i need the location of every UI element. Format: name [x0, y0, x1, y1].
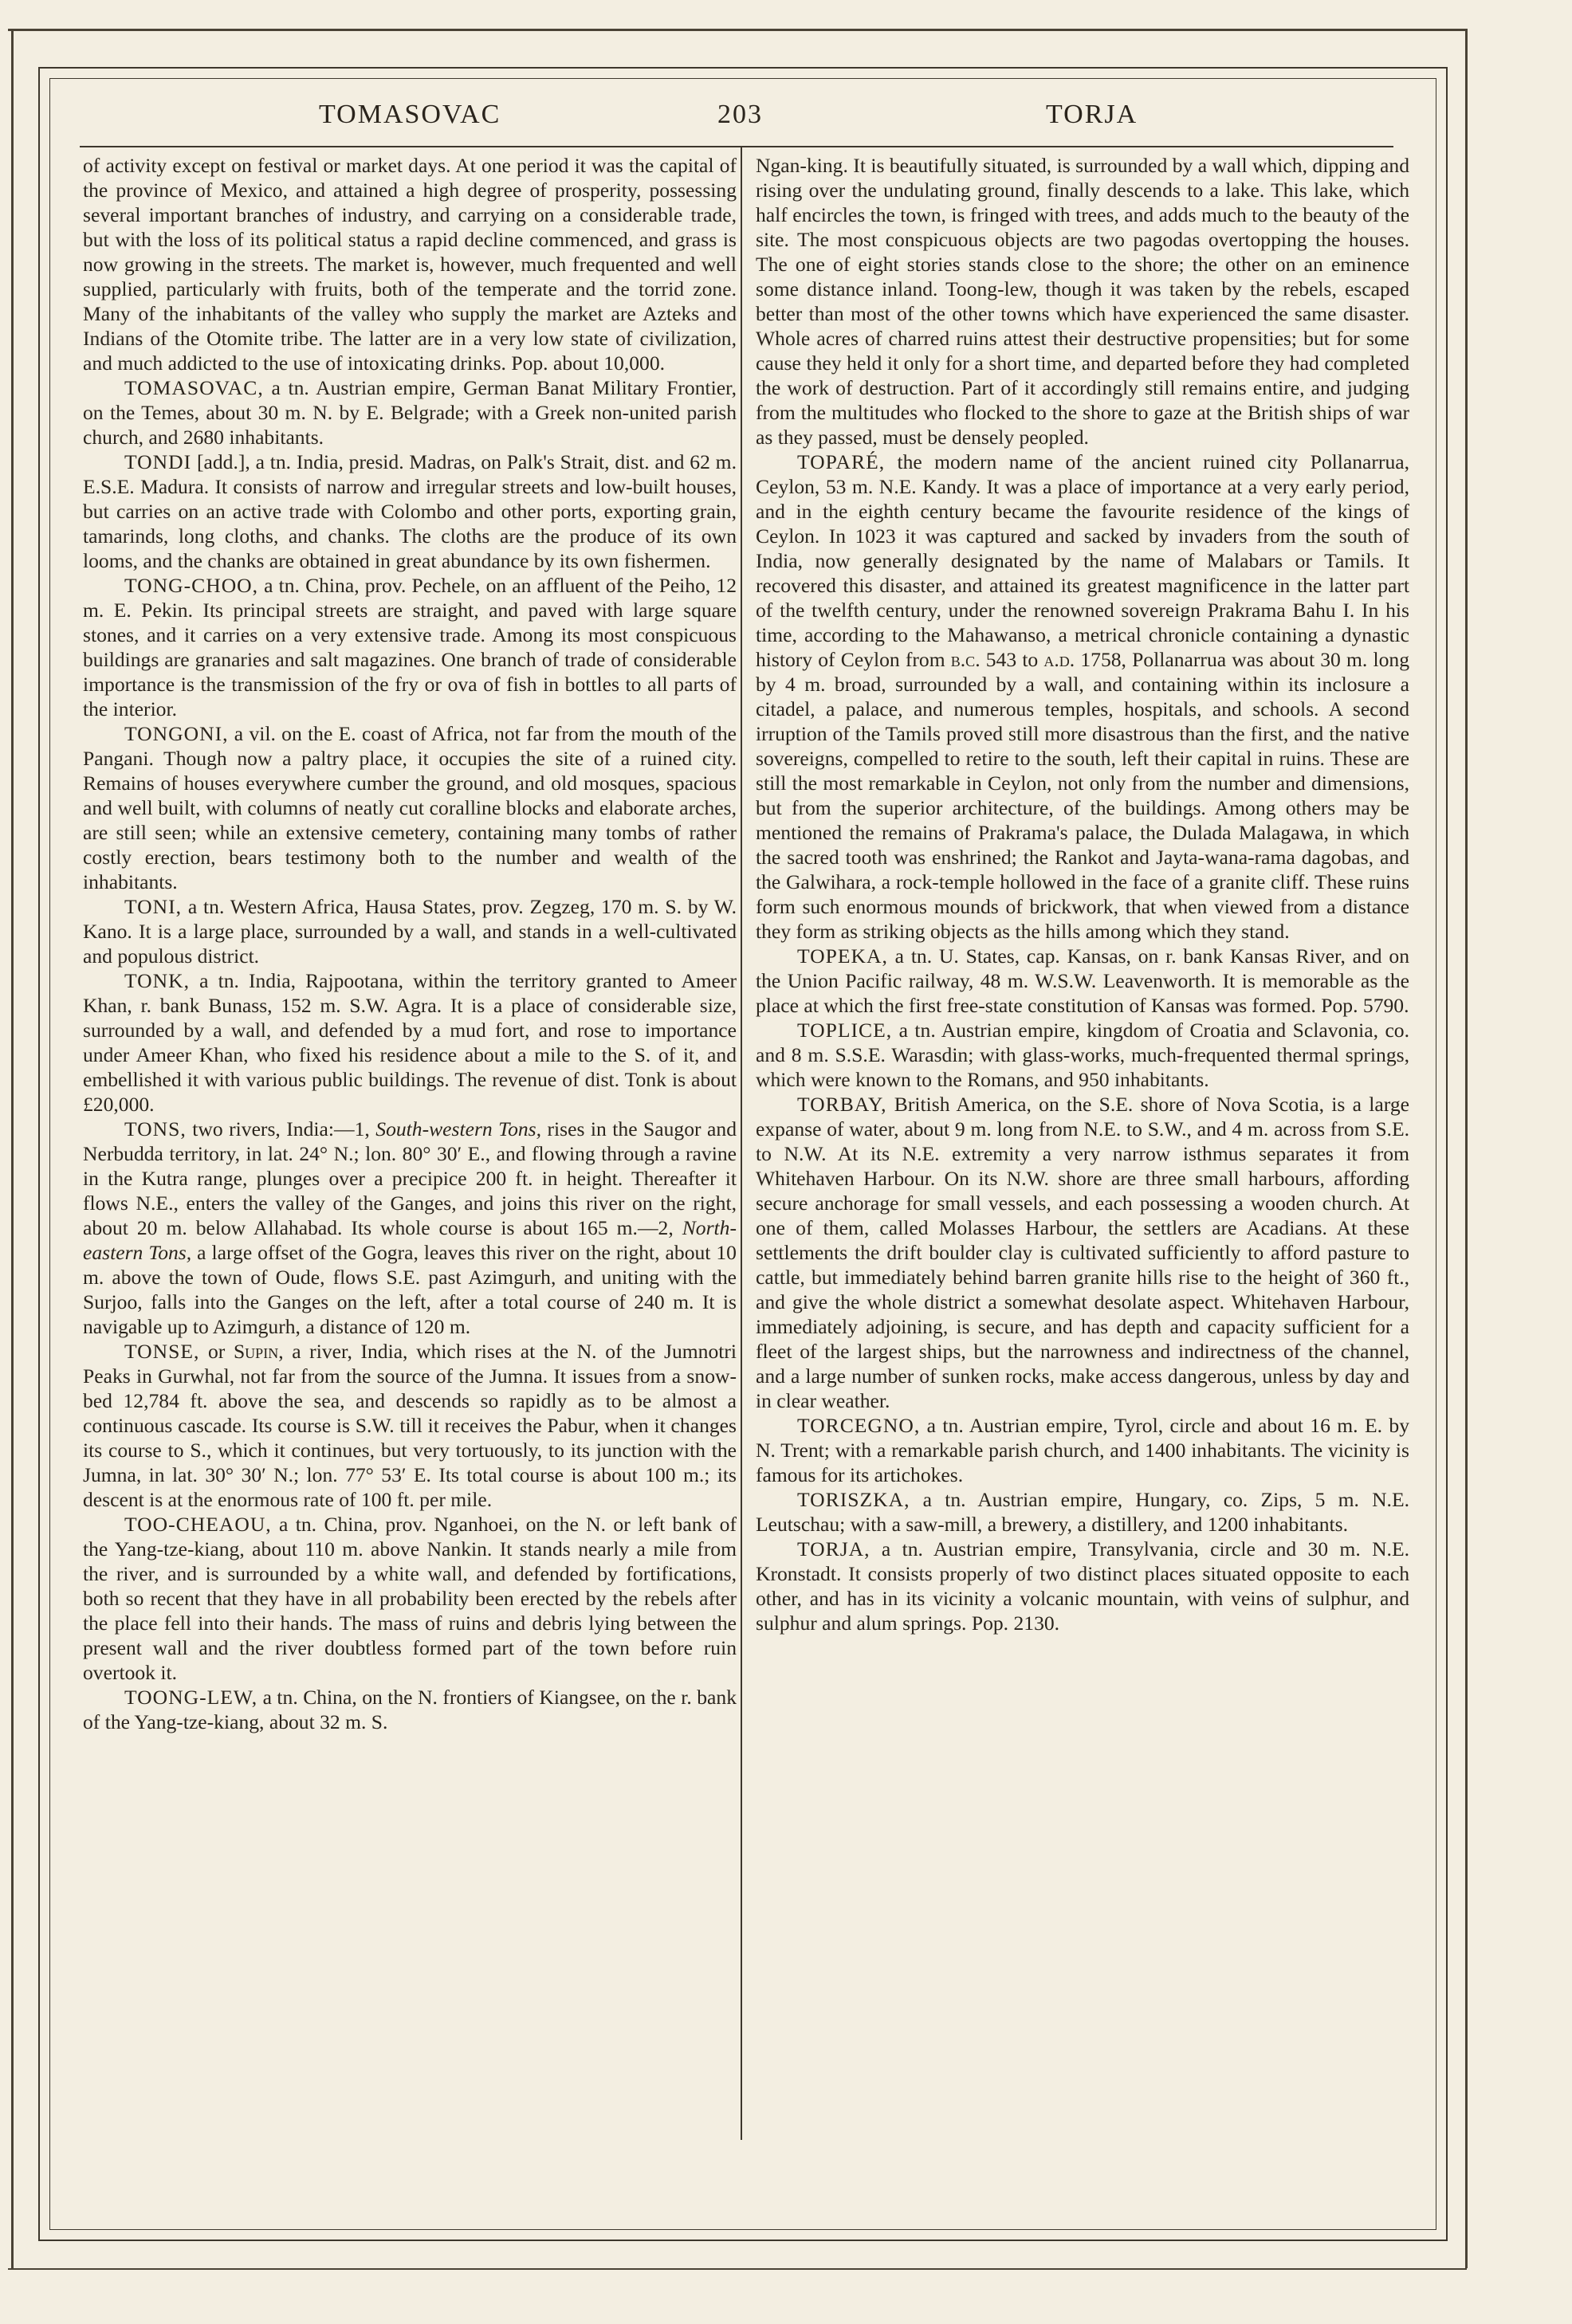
entry-tomasovac: TOMASOVAC, a tn. Austrian empire, German Banat Military Frontier, on the Temes, about 30 m. N. by E. Belgrade; with a Greek non-united parish church, and 2680 inhabitants.: [83, 376, 737, 449]
headword: TONDI: [124, 450, 192, 473]
headword: TOPEKA,: [797, 944, 888, 968]
headword: TONS,: [124, 1117, 187, 1140]
page-edge-right: [1465, 29, 1468, 2268]
entry-toriszka: TORISZKA, a tn. Austrian empire, Hungary, co. Zips, 5 m. N.E. Leutschau; with a saw-mill, a brewery, a distillery, and 1200 inhabitants.: [756, 1488, 1409, 1536]
headword: TORISZKA,: [797, 1488, 910, 1511]
entry-toong-lew: TOONG-LEW, a tn. China, on the N. frontiers of Kiangsee, on the r. bank of the Yang-tze-kiang, about 32 m. S.: [83, 1686, 737, 1733]
column-divider: [741, 147, 742, 2140]
entry-topare: TOPARÉ, the modern name of the ancient ruined city Pollanarrua, Ceylon, 53 m. N.E. Kandy. It was a place of importance at a very early period, and in the eighth century became the favourite residence of the kings of Ceylon. In 1023 it was captured and sacked by invaders from the south of India, now generally designated by the name of Malabars or Tamils. It recovered this disaster, and attained its greatest magnificence in the latter part of the twelfth century, under the renowned sovereign Prakrama Bahu I. In his time, according to the Mahawanso, a metrical chronicle containing a dynastic history of Ceylon from b.c. 543 to a.d. 1758, Pollanarrua was about 30 m. long by 4 m. broad, surrounded by a wall, and containing within its inclosure a citadel, a palace, and numerous temples, hospitals, and schools. A second irruption of the Tamils proved still more disastrous than the first, and the native sovereigns, compelled to retire to the south, left their capital in ruins. These are still the most remarkable in Ceylon, not only from the number and dimensions, but from the superior architecture, of the buildings. Among others may be mentioned the remains of Prakrama's palace, the Dulada Malagawa, in which the sacred tooth was enshrined; the Rankot and Jayta-wana-rama dagobas, and the Galwihara, a rock-temple hollowed in the face of a granite cliff. These ruins form such enormous mounds of brickwork, that when viewed from a distance they form as striking objects as the hills among which they stand.: [756, 450, 1409, 943]
entry-toplice: TOPLICE, a tn. Austrian empire, kingdom of Croatia and Sclavonia, co. and 8 m. S.S.E. Warasdin; with glass-works, much-frequented thermal springs, which were known to the Romans, and 950 inhabitants.: [756, 1019, 1409, 1091]
headword: TORJA,: [797, 1537, 870, 1560]
entry-toni: TONI, a tn. Western Africa, Hausa States, prov. Zegzeg, 170 m. S. by W. Kano. It is a large place, surrounded by a wall, and stands in a well-cultivated and populous district.: [83, 895, 737, 968]
entry-tonk: TONK, a tn. India, Rajpootana, within the territory granted to Ameer Khan, r. bank Bunass, 152 m. S.W. Agra. It is a place of considerable size, surrounded by a wall, and defended by a mud fort, and rose to importance under Ameer Khan, who fixed his residence about a mile to the S. of it, and embellished it with various public buildings. The revenue of dist. Tonk is about £20,000.: [83, 969, 737, 1116]
headword: TOO-CHEAOU,: [124, 1513, 272, 1536]
entry-toong-lew-continued: Ngan-king. It is beautifully situated, is surrounded by a wall which, dipping and rising over the undulating ground, finally descends to a lake. This lake, which half encircles the town, is fringed with trees, and adds much to the beauty of the site. The most conspicuous objects are two pagodas overtopping the houses. The one of eight stories stands close to the shore; the other on an eminence some distance inland. Toong-lew, though it was taken by the rebels, escaped better than most of the other towns which have experienced the same disaster. Whole acres of charred ruins attest their destructive propensities; but for some cause they held it only for a short time, and departed before they had completed the work of destruction. Part of it accordingly still remains entire, and judging from the multitudes who flocked to the shore to gaze at the British ships of war as they passed, must be densely peopled.: [756, 154, 1409, 449]
headword: TORBAY,: [797, 1093, 887, 1116]
entry-too-cheaou: TOO-CHEAOU, a tn. China, prov. Nganhoei, on the N. or left bank of the Yang-tze-kiang, about 110 m. above Nankin. It stands nearly a mile from the river, and is surrounded by a white wall, and defended by fortifications, both so recent that they have in all probability been erected by the rebels after the place fell into their hands. The mass of ruins and debris lying between the present wall and the river doubtless formed part of the town before ruin overtook it.: [83, 1513, 737, 1684]
headword: TORCEGNO,: [797, 1414, 921, 1437]
headword: TOPARÉ,: [797, 450, 886, 473]
entry-tons: TONS, two rivers, India:—1, South-western Tons, rises in the Saugor and Nerbudda territory, in lat. 24° N.; lon. 80° 30′ E., and flowing through a ravine in the Kutra range, plunges over a precipice 200 ft. in height. Thereafter it flows N.E., enters the valley of the Ganges, and joins this river on the right, about 20 m. below Allahabad. Its whole course is about 165 m.—2, North-eastern Tons, a large offset of the Gogra, leaves this river on the right, about 10 m. above the town of Oude, flows S.E. past Azimgurh, and uniting with the Surjoo, falls into the Ganges on the left, after a total course of 240 m. It is navigable up to Azimgurh, a distance of 120 m.: [83, 1117, 737, 1338]
entry-tong-choo: TONG-CHOO, a tn. China, prov. Pechele, on an affluent of the Peiho, 12 m. E. Pekin. Its principal streets are straight, and paved with large square stones, and it carries on a very extensive trade. Among its most conspicuous buildings are granaries and salt magazines. One branch of trade of considerable importance is the transmission of the fry or ova of fish in bottles to all parts of the interior.: [83, 574, 737, 720]
entry-tondi: TONDI [add.], a tn. India, presid. Madras, on Palk's Strait, dist. and 62 m. E.S.E. Madura. It consists of narrow and irregular streets and low-built houses, but carries on an active trade with Colombo and other ports, exporting grain, tamarinds, long cloths, and chanks. The cloths are the produce of its own looms, and the chanks are obtained in great abundance by its own fishermen.: [83, 450, 737, 572]
headword: TONGONI,: [124, 722, 229, 745]
entry-tongoni: TONGONI, a vil. on the E. coast of Africa, not far from the mouth of the Pangani. Though now a paltry place, it occupies the site of a ruined city. Remains of houses everywhere cumber the ground, and old mosques, spacious and well built, with columns of neatly cut coralline blocks and elaborate arches, are still seen; while an extensive cemetery, containing many tombs of rather costly erection, bears testimony both to the number and wealth of the inhabitants.: [83, 722, 737, 893]
running-head-left: TOMASOVAC: [319, 100, 501, 129]
headword: TONI,: [124, 895, 183, 918]
entry-continuation: of activity except on festival or market days. At one period it was the capital of the province of Mexico, and attained a high degree of prosperity, possessing several important branches of industry, and carrying on a considerable trade, but with the loss of its political status a rapid decline commenced, and grass is now growing in the streets. The market is, however, much frequented and well supplied, particularly with fruits, both of the temperate and the torrid zone. Many of the inhabitants of the valley who supply the market are Azteks and Indians of the Otomite tribe. The latter are in a very low state of civilization, and much addicted to the use of intoxicating drinks. Pop. about 10,000.: [83, 154, 737, 375]
running-head-right: TORJA: [1046, 100, 1138, 129]
headword: TOMASOVAC,: [124, 376, 264, 399]
page-edge-top: [8, 29, 1467, 31]
headword: TONK,: [124, 969, 191, 992]
headword: TOONG-LEW,: [124, 1686, 258, 1709]
entry-torcegno: TORCEGNO, a tn. Austrian empire, Tyrol, circle and about 16 m. E. by N. Trent; with a remarkable parish church, and 1400 inhabitants. The vicinity is famous for its artichokes.: [756, 1414, 1409, 1486]
page-edge-left: [11, 29, 14, 2268]
headword: TOPLICE,: [797, 1019, 893, 1042]
entry-topeka: TOPEKA, a tn. U. States, cap. Kansas, on r. bank Kansas River, and on the Union Pacific railway, 48 m. W.S.W. Leavenworth. It is memorable as the place at which the first free-state constitution of Kansas was formed. Pop. 5790.: [756, 944, 1409, 1017]
header-rule: [80, 146, 1393, 147]
entry-tonse: TONSE, or Supin, a river, India, which rises at the N. of the Jumnotri Peaks in Gurwhal, not far from the source of the Jumna. It issues from a snow-bed 12,784 ft. above the sea, and descends so rapidly as to be almost a continuous cascade. Its course is S.W. till it receives the Pabur, when it changes its course to S., which it continues, but very tortuously, to its junction with the Jumna, in lat. 30° 30′ N.; lon. 77° 53′ E. Its total course is about 100 m.; its descent is at the enormous rate of 100 ft. per mile.: [83, 1340, 737, 1511]
headword: TONG-CHOO,: [124, 574, 259, 597]
page-edge-bottom: [8, 2268, 1467, 2270]
entry-torbay: TORBAY, British America, on the S.E. shore of Nova Scotia, is a large expanse of water, about 9 m. long from N.E. to S.W., and 4 m. across from S.E. to N.W. At its N.E. extremity a very narrow isthmus separates it from Whitehaven Harbour. On its N.W. shore are three small harbours, affording secure anchorage for small vessels, and each possessing a wooden church. At one of them, called Molasses Harbour, the settlers are Acadians. At these settlements the drift boulder clay is cultivated sufficiently to afford pasture to cattle, but immediately behind barren granite hills rise to the height of 360 ft., and give the whole district a somewhat desolate aspect. Whitehaven Harbour, immediately adjoining, is secure, and has depth and capacity sufficient for a fleet of the largest ships, but the narrowness and indirectness of the channel, and a large number of sunken rocks, make access dangerous, unless by day and in clear weather.: [756, 1093, 1409, 1412]
page-number: 203: [717, 100, 763, 129]
entry-torja: TORJA, a tn. Austrian empire, Transylvania, circle and 30 m. N.E. Kronstadt. It consists properly of two distinct places situated opposite to each other, and has in its vicinity a volcanic mountain, with veins of sulphur, and sulphur and alum springs. Pop. 2130.: [756, 1537, 1409, 1635]
headword: TONSE,: [124, 1340, 200, 1363]
left-column: [83, 153, 737, 1734]
right-column: [756, 153, 1409, 1635]
